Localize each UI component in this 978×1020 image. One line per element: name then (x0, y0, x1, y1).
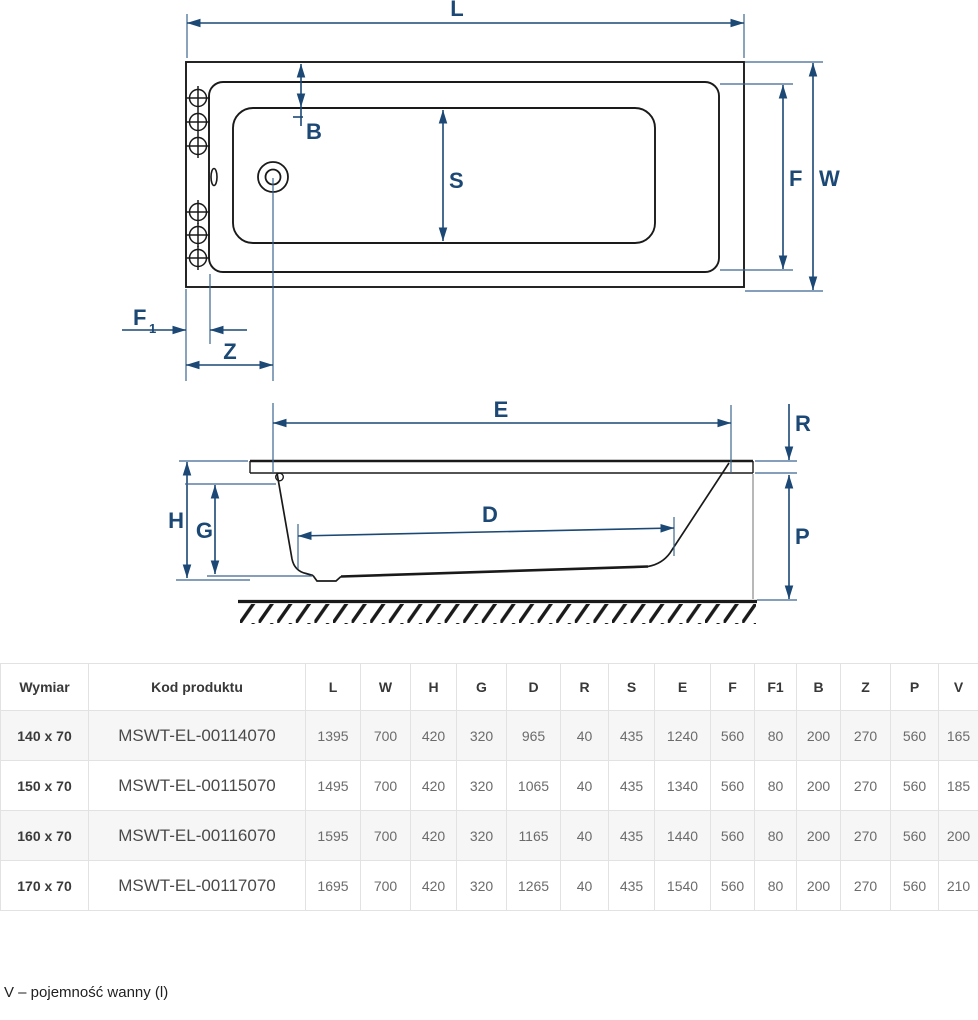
label-B: B (306, 119, 322, 144)
table-cell: 320 (457, 761, 507, 811)
table-cell: 420 (411, 861, 457, 911)
column-header: S (609, 664, 655, 711)
label-D: D (482, 502, 498, 527)
table-cell: 40 (561, 711, 609, 761)
table-cell: 700 (361, 861, 411, 911)
table-cell: 700 (361, 711, 411, 761)
table-cell: 150 x 70 (1, 761, 89, 811)
table-cell: 965 (507, 711, 561, 761)
table-cell: 1240 (655, 711, 711, 761)
table-cell: 320 (457, 861, 507, 911)
column-header: Wymiar (1, 664, 89, 711)
table-cell: 200 (797, 711, 841, 761)
table-cell: 270 (841, 861, 891, 911)
column-header: D (507, 664, 561, 711)
dimension-B (293, 64, 322, 144)
column-header: F (711, 664, 755, 711)
table-cell: 40 (561, 861, 609, 911)
column-header: B (797, 664, 841, 711)
table-cell: 560 (711, 761, 755, 811)
label-F: F (789, 166, 803, 191)
table-cell: 560 (891, 711, 939, 761)
label-E: E (493, 397, 509, 422)
mounting-holes-icon (186, 86, 210, 270)
table-cell: 420 (411, 711, 457, 761)
column-header: L (306, 664, 361, 711)
tub-outer-outline (186, 62, 744, 287)
top-view (122, 0, 840, 381)
table-cell: MSWT-EL-00114070 (89, 711, 306, 761)
table-cell: 435 (609, 811, 655, 861)
table-cell: MSWT-EL-00115070 (89, 761, 306, 811)
table-cell: MSWT-EL-00116070 (89, 811, 306, 861)
table-cell: 40 (561, 761, 609, 811)
column-header: W (361, 664, 411, 711)
table-row (1, 761, 978, 811)
mounting-hole-icon (186, 246, 210, 270)
mounting-hole-icon (186, 200, 210, 224)
column-header: V (939, 664, 978, 711)
dimension-D (298, 502, 674, 569)
dimension-Z (186, 178, 273, 381)
mounting-hole-icon (186, 110, 210, 134)
table-cell: 1695 (306, 861, 361, 911)
table-cell: 200 (797, 761, 841, 811)
label-Z: Z (223, 339, 237, 364)
tub-shell-bottom (341, 567, 648, 577)
table-cell: 560 (711, 711, 755, 761)
tub-shell-left-wall (277, 473, 313, 576)
table-cell: 165 (939, 711, 978, 761)
table-cell: 1595 (306, 811, 361, 861)
tub-shell-right-wall (648, 463, 729, 567)
label-S: S (449, 168, 464, 193)
table-cell: 1065 (507, 761, 561, 811)
dimension-P (757, 475, 810, 600)
table-cell: MSWT-EL-00117070 (89, 861, 306, 911)
tub-interior-outline (233, 108, 655, 243)
table-cell: 80 (755, 811, 797, 861)
footer-note: V – pojemność wanny (l) (4, 984, 169, 1001)
table-cell: 420 (411, 811, 457, 861)
table-cell: 700 (361, 811, 411, 861)
table-cell: 200 (797, 861, 841, 911)
label-L: L (450, 0, 464, 21)
overflow-icon (211, 169, 217, 186)
table-cell: 1540 (655, 861, 711, 911)
table-cell: 270 (841, 711, 891, 761)
table-header-row (1, 664, 978, 711)
mounting-hole-icon (186, 86, 210, 110)
table-cell: 1395 (306, 711, 361, 761)
table-cell: 185 (939, 761, 978, 811)
column-header: G (457, 664, 507, 711)
column-header: E (655, 664, 711, 711)
table-row (1, 811, 978, 861)
table-cell: 1265 (507, 861, 561, 911)
mounting-hole-icon (186, 223, 210, 247)
table-cell: 560 (891, 861, 939, 911)
column-header: Z (841, 664, 891, 711)
table-cell: 420 (411, 761, 457, 811)
table-cell: 80 (755, 861, 797, 911)
table-cell: 435 (609, 711, 655, 761)
column-header: H (411, 664, 457, 711)
table-cell: 170 x 70 (1, 861, 89, 911)
label-F1: F (133, 305, 147, 330)
column-header: F1 (755, 664, 797, 711)
table-cell: 1340 (655, 761, 711, 811)
table-cell: 560 (711, 861, 755, 911)
dimension-S (443, 110, 464, 241)
table-cell: 270 (841, 761, 891, 811)
tub-foot (313, 576, 341, 582)
table-cell: 1165 (507, 811, 561, 861)
table-cell: 1440 (655, 811, 711, 861)
dimensions-table (0, 663, 978, 911)
dimension-R (755, 404, 811, 473)
label-G: G (195, 518, 213, 543)
table-cell: 80 (755, 711, 797, 761)
mounting-hole-icon (186, 134, 210, 158)
table-row (1, 861, 978, 911)
table-cell: 320 (457, 711, 507, 761)
label-H: H (168, 508, 184, 533)
table-cell: 320 (457, 811, 507, 861)
label-W: W (819, 166, 840, 191)
label-F1-sub: 1 (149, 321, 157, 336)
table-cell: 700 (361, 761, 411, 811)
dimension-F (720, 84, 802, 270)
table-cell: 160 x 70 (1, 811, 89, 861)
table-cell: 80 (755, 761, 797, 811)
column-header: P (891, 664, 939, 711)
table-cell: 200 (939, 811, 978, 861)
table-cell: 270 (841, 811, 891, 861)
table-cell: 560 (711, 811, 755, 861)
table-cell: 560 (891, 761, 939, 811)
table-cell: 40 (561, 811, 609, 861)
label-R: R (795, 411, 811, 436)
column-header: R (561, 664, 609, 711)
table-cell: 435 (609, 761, 655, 811)
dimension-L (187, 0, 744, 58)
ground-hatching (238, 602, 757, 625)
side-view (168, 397, 811, 624)
table-cell: 210 (939, 861, 978, 911)
table-cell: 200 (797, 811, 841, 861)
table-cell: 140 x 70 (1, 711, 89, 761)
table-cell: 1495 (306, 761, 361, 811)
table-body (1, 711, 978, 911)
column-header: Kod produktu (89, 664, 306, 711)
table-row (1, 711, 978, 761)
tub-deck-outline (250, 461, 753, 473)
table-cell: 560 (891, 811, 939, 861)
table-cell: 435 (609, 861, 655, 911)
label-P: P (795, 524, 810, 549)
